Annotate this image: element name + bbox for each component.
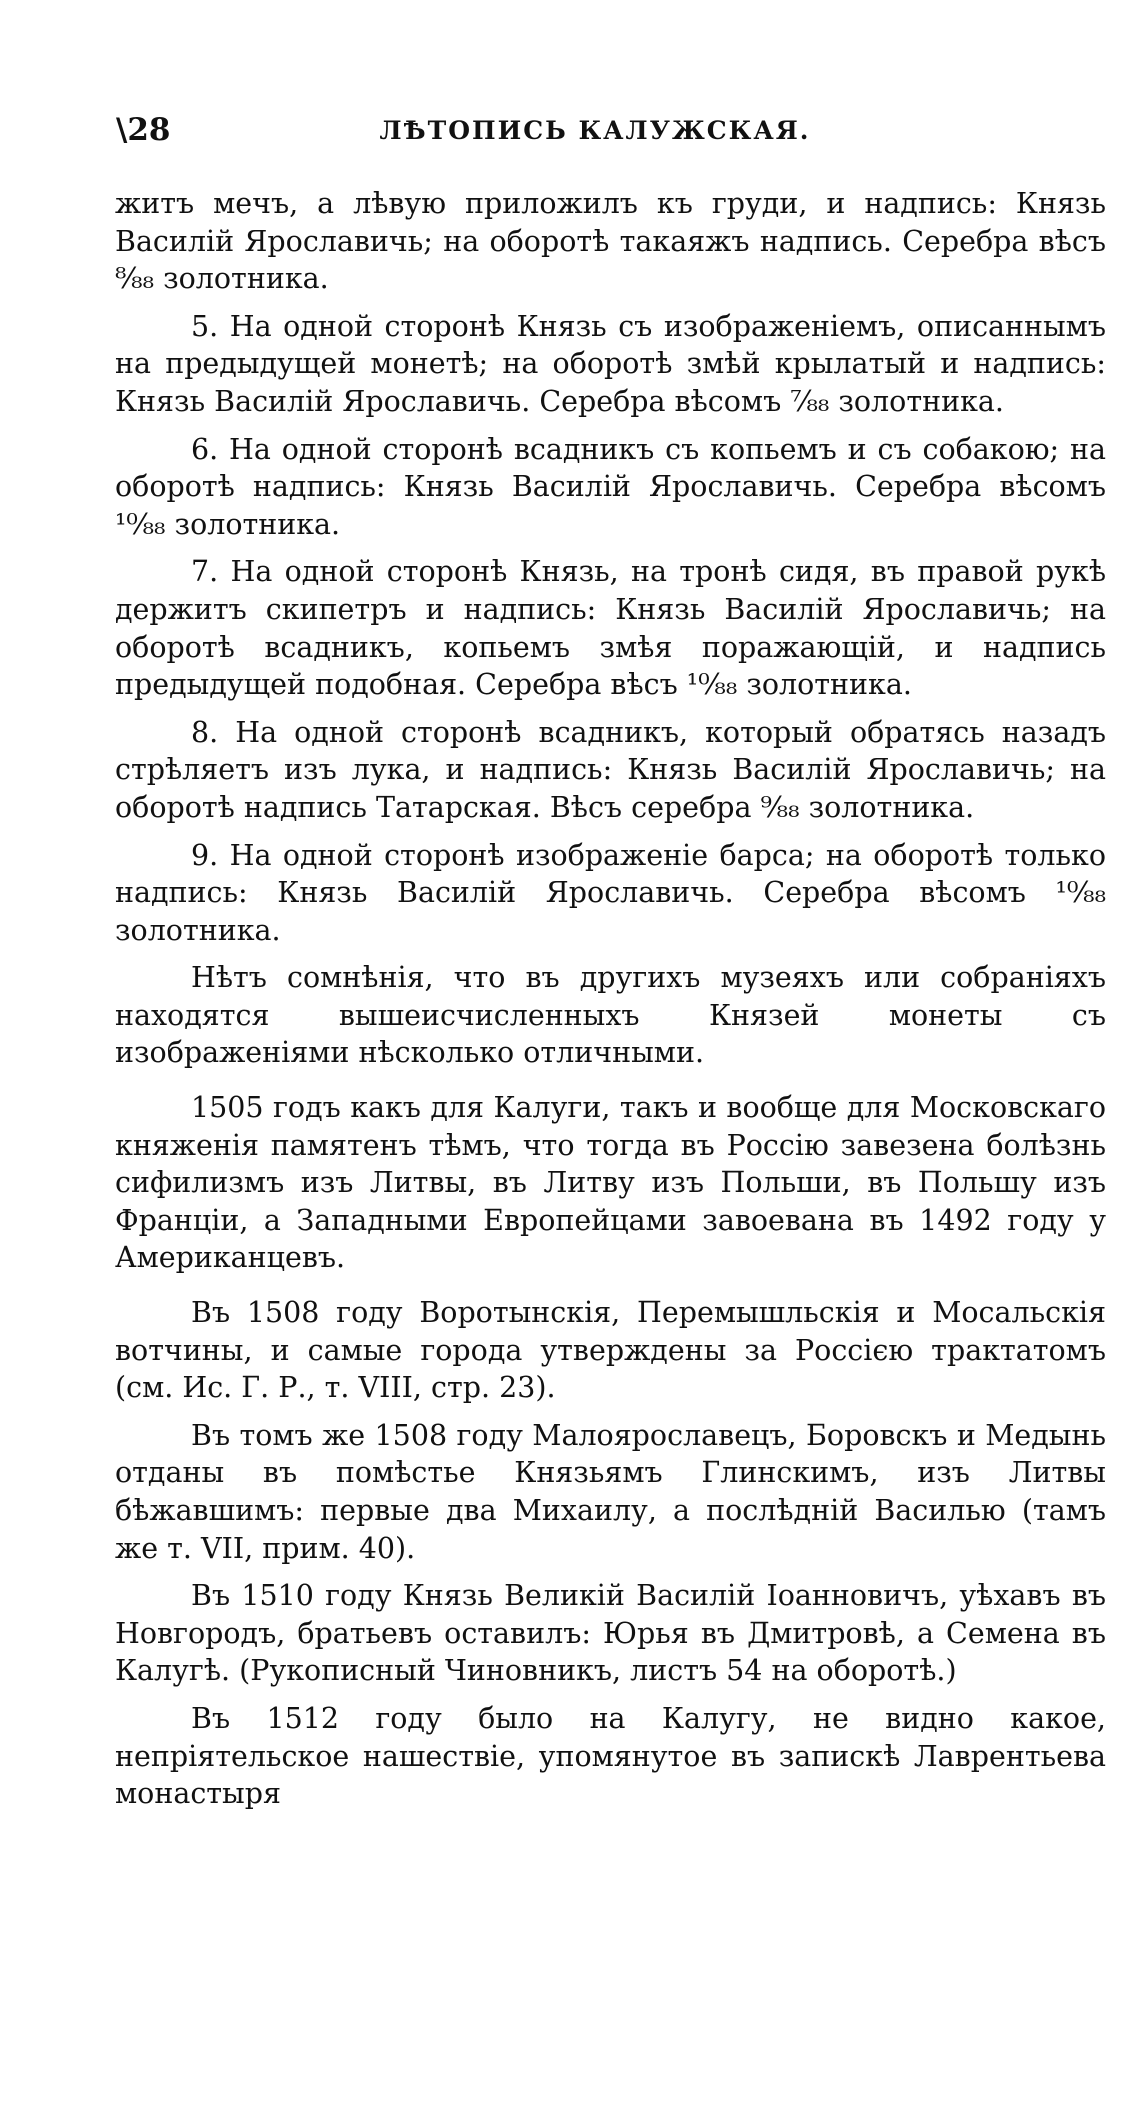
paragraph-year-1508-treaty: Въ 1508 году Воротынскія, Перемышльскія и Мосальскія вотчины, и самые города утверждены за Россією трактатомъ (см. Ис. Г. Р., т. VIII, стр. 23). bbox=[115, 1296, 1106, 1405]
page-number: \28 bbox=[116, 112, 171, 148]
paragraph-coin-4-continued: житъ мечъ, а лѣвую приложилъ къ груди, и надпись: Князь Василій Ярославичь; на оборотѣ такаяжъ надпись. Серебра вѣсъ ⁸⁄₈₈ золотника. bbox=[115, 187, 1106, 296]
paragraph-coin-7: 7. На одной сторонѣ Князь, на тронѣ сидя, въ правой рукѣ держитъ скипетръ и надпись: Князь Василій Ярославичь; на оборотѣ всадникъ, копьемъ змѣя поражающій, и надпись предыдущей подобная. Серебра вѣсъ ¹⁰⁄₈₈ золотника. bbox=[115, 555, 1106, 702]
paragraph-year-1512: Въ 1512 году было на Калугу, не видно какое, непріятельское нашествіе, упомянутое въ запискѣ Лаврентьева монастыря bbox=[115, 1701, 1106, 1811]
paragraph-coin-6: 6. На одной сторонѣ всадникъ съ копьемъ и съ собакою; на оборотѣ надпись: Князь Василій Ярославичь. Серебра вѣсомъ ¹⁰⁄₈₈ золотника. bbox=[115, 432, 1106, 541]
paragraph-coin-9: 9. На одной сторонѣ изображеніе барса; на оборотѣ только надпись: Князь Василій Ярославичь. Серебра вѣсомъ ¹⁰⁄₈₈ золотника. bbox=[115, 838, 1106, 947]
paragraph-coin-5: 5. На одной сторонѣ Князь съ изображеніемъ, описаннымъ на предыдущей монетѣ; на оборотѣ змѣй крылатый и надпись: Князь Василій Ярославичь. Серебра вѣсомъ ⁷⁄₈₈ золотника. bbox=[115, 309, 1106, 418]
paragraph-year-1508-glinsky: Въ томъ же 1508 году Малоярославецъ, Боровскъ и Медынь отданы въ помѣстье Князьямъ Глинскимъ, изъ Литвы бѣжавшимъ: первые два Михаилу, а послѣдній Василью (тамъ же т. VII, прим. 40). bbox=[115, 1418, 1106, 1565]
paragraph-year-1510: Въ 1510 году Князь Великій Василій Іоанновичъ, уѣхавъ въ Новгородъ, братьевъ оставилъ: Юрья въ Дмитровѣ, а Семена въ Калугѣ. (Рукописный Чиновникъ, листъ 54 на оборотѣ.) bbox=[115, 1579, 1106, 1688]
paragraph-year-1505: 1505 годъ какъ для Калуги, такъ и вообще для Московскаго княженія памятенъ тѣмъ, что тогда въ Россію завезена болѣзнь сифилизмъ изъ Литвы, въ Литву изъ Польши, въ Польшу изъ Франціи, а Западными Европейцами завоевана въ 1492 году у Американцевъ. bbox=[115, 1091, 1106, 1275]
paragraph-other-museums: Нѣтъ сомнѣнія, что въ другихъ музеяхъ или собраніяхъ находятся вышеисчисленныхъ Князей монеты съ изображеніями нѣсколько отличными. bbox=[115, 961, 1106, 1070]
body-text bbox=[115, 185, 1106, 1813]
paragraph-coin-8: 8. На одной сторонѣ всадникъ, который обратясь назадъ стрѣляетъ изъ лука, и надпись: Князь Василій Ярославичь; на оборотѣ надпись Татарская. Вѣсъ серебра ⁹⁄₈₈ золотника. bbox=[115, 715, 1106, 824]
page-header bbox=[80, 112, 1110, 152]
running-title: ЛѢТОПИСЬ КАЛУЖСКАЯ. bbox=[379, 116, 811, 145]
